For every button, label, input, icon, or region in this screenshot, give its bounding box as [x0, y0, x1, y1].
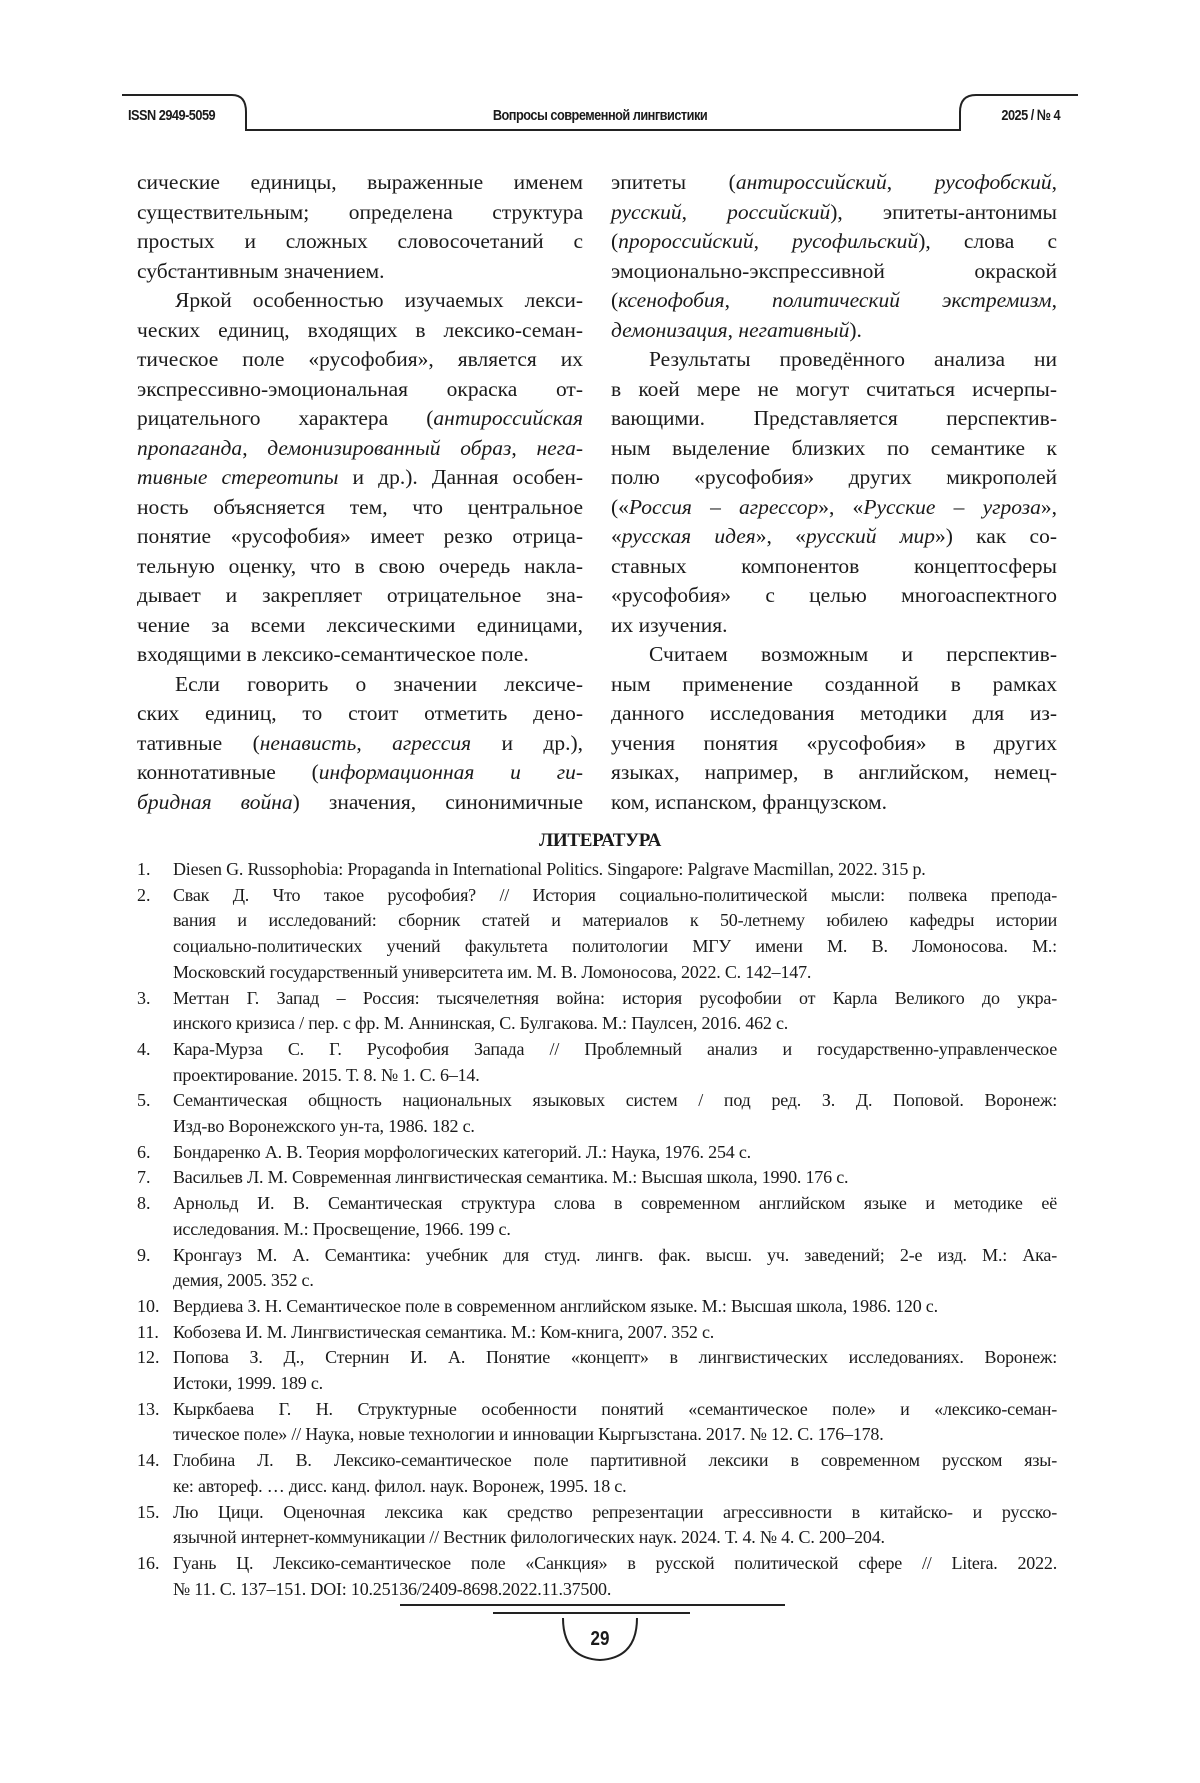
reference-number: 12. [137, 1345, 160, 1371]
text-line [137, 198, 583, 228]
text: в коей мере не могут считаться исчерпы- [611, 377, 1057, 401]
text-line [611, 493, 1057, 523]
italic-text: российский [727, 200, 830, 224]
reference-line: № 11. С. 137–151. DOI: 10.25136/2409-8698.2022.11.37500. [173, 1577, 1057, 1603]
text-line [137, 375, 583, 405]
text: «русофобия» с целью многоаспектного [611, 583, 1057, 607]
reference-number: 1. [137, 857, 151, 883]
text-line [611, 198, 1057, 228]
text-line [611, 611, 1057, 641]
text: понятие «русофобия» имеет резко отрица- [137, 524, 583, 548]
italic-text: русский [611, 200, 682, 224]
text-line [137, 758, 583, 788]
text: и др.), [471, 731, 583, 755]
text-line [137, 699, 583, 729]
italic-text: бридная война [137, 790, 293, 814]
reference-line: проектирование. 2015. Т. 8. № 1. С. 6–14. [173, 1063, 1057, 1089]
reference-line: Арнольд И. В. Семантическая структура слова в современном английском языке и методике её [173, 1191, 1057, 1217]
text-line [611, 434, 1057, 464]
italic-text: тивные стереотипы [137, 465, 338, 489]
reference-line: язычной интернет-коммуникации // Вестник филологических наук. 2024. Т. 4. № 4. С. 200–204. [173, 1525, 1057, 1551]
italic-text: русский мир [806, 524, 935, 548]
reference-number: 3. [137, 986, 151, 1012]
text-line [611, 788, 1057, 818]
text: учения понятия «русофобия» в других [611, 731, 1057, 755]
italic-text: русофобский [935, 170, 1052, 194]
reference-line: вания и исследований: сборник статей и материалов к 50-летнему юбилею кафедры истории [173, 908, 1057, 934]
text-line [611, 168, 1057, 198]
text-line [137, 493, 583, 523]
text: ( [611, 229, 618, 253]
text-line [611, 227, 1057, 257]
text: эмоционально-экспрессивной окраской [611, 259, 1057, 283]
italic-text: негативный [738, 318, 849, 342]
text: ным выделение близких по семантике к [611, 436, 1057, 460]
text: ставных компонентов концептосферы [611, 554, 1057, 578]
reference-line: тическое поле» // Наука, новые технологии и инновации Кыргызстана. 2017. № 12. С. 176–178. [173, 1422, 1057, 1448]
text: Считаем возможным и перспектив- [649, 642, 1057, 666]
text: входящими в лексико-семантическое поле. [137, 642, 529, 666]
italic-text: нега- [537, 436, 584, 460]
text-line [611, 581, 1057, 611]
text: коннотативные ( [137, 760, 319, 784]
text: , [887, 170, 935, 194]
text-line [137, 345, 583, 375]
text-line [611, 640, 1057, 670]
text: ком, испанском, французском. [611, 790, 887, 814]
text-line [137, 286, 583, 316]
text-line [137, 788, 583, 818]
text: ). [849, 318, 862, 342]
text-line [137, 581, 583, 611]
reference-number: 9. [137, 1243, 151, 1269]
reference-line: Кара-Мурза С. Г. Русофобия Запада // Проблемный анализ и государственно-управленческое [173, 1037, 1057, 1063]
text: , [242, 436, 267, 460]
text-line [611, 758, 1057, 788]
text: ») как со- [935, 524, 1057, 548]
text-line [611, 522, 1057, 552]
text: , [725, 288, 772, 312]
text: субстантивным значением. [137, 259, 384, 283]
references-list [137, 857, 1057, 1602]
text-line [137, 404, 583, 434]
text-line [137, 611, 583, 641]
text-line [137, 522, 583, 552]
text: полю «русофобия» других микрополей [611, 465, 1057, 489]
italic-text: демонизированный образ [267, 436, 511, 460]
text-line [137, 316, 583, 346]
reference-line: социально-политических учений факультета политологии МГУ имени М. В. Ломоносова. М.: [173, 934, 1057, 960]
italic-text: агрессия [392, 731, 471, 755]
text-line [137, 729, 583, 759]
reference-line: Московский государственный университета им. М. В. Ломоносова, 2022. С. 142–147. [173, 960, 1057, 986]
text: и др.). Данная особен- [338, 465, 583, 489]
text-line [137, 434, 583, 464]
reference-line: Кобозева И. М. Лингвистическая семантика. М.: Ком-книга, 2007. 352 с. [173, 1320, 1057, 1346]
text-line [611, 316, 1057, 346]
italic-text: политический экстремизм [772, 288, 1052, 312]
text: чение за всеми лексическими единицами, [137, 613, 583, 637]
text-line [611, 257, 1057, 287]
reference-item [137, 1320, 1057, 1346]
italic-text: информационная и ги- [319, 760, 583, 784]
text-line [611, 670, 1057, 700]
reference-line: Кыркбаева Г. Н. Структурные особенности понятий «семантическое поле» и «лексико-семан- [173, 1397, 1057, 1423]
text-line [137, 552, 583, 582]
reference-item [137, 1448, 1057, 1499]
italic-text: антироссийский [736, 170, 887, 194]
text: тативные ( [137, 731, 260, 755]
italic-text: ненависть [260, 731, 357, 755]
reference-number: 16. [137, 1551, 160, 1577]
reference-number: 15. [137, 1500, 160, 1526]
italic-text: русофильский [792, 229, 918, 253]
reference-number: 13. [137, 1397, 160, 1423]
reference-line: Свак Д. Что такое русофобия? // История социально-политической мысли: полвека препода- [173, 883, 1057, 909]
text: их изучения. [611, 613, 728, 637]
text: языках, например, в английском, немец- [611, 760, 1057, 784]
reference-item [137, 1345, 1057, 1396]
text: », « [756, 524, 806, 548]
text: ным применение созданной в рамках [611, 672, 1057, 696]
reference-line: Diesen G. Russophobia: Propaganda in International Politics. Singapore: Palgrave Macmillan, 2022. 315 p. [173, 857, 1057, 883]
text: , [1052, 170, 1057, 194]
text-line [611, 345, 1057, 375]
italic-text: Русские – угроза [863, 495, 1041, 519]
reference-item [137, 1140, 1057, 1166]
reference-number: 11. [137, 1320, 159, 1346]
text: Яркой особенностью изучаемых лекси- [175, 288, 583, 312]
text: ность объясняется тем, что центральное [137, 495, 583, 519]
text: тическое поле «русофобия», является их [137, 347, 583, 371]
reference-line: Бондаренко А. В. Теория морфологических категорий. Л.: Наука, 1976. 254 с. [173, 1140, 1057, 1166]
italic-text: Россия – агрессор [629, 495, 818, 519]
text: », [1041, 495, 1057, 519]
text: , [754, 229, 793, 253]
reference-line: демия, 2005. 352 с. [173, 1268, 1057, 1294]
journal-title: Вопросы современной лингвистики [90, 107, 1110, 124]
reference-number: 10. [137, 1294, 160, 1320]
text: данного исследования методики для из- [611, 701, 1057, 725]
reference-item [137, 986, 1057, 1037]
reference-line: Семантическая общность национальных языковых систем / под ред. З. Д. Поповой. Воронеж: [173, 1088, 1057, 1114]
reference-number: 8. [137, 1191, 151, 1217]
text: , [356, 731, 392, 755]
reference-item [137, 1165, 1057, 1191]
italic-text: ксенофобия [618, 288, 724, 312]
text-line [137, 463, 583, 493]
text: (« [611, 495, 629, 519]
text: ) значения, синонимичные [293, 790, 583, 814]
reference-item [137, 1088, 1057, 1139]
text-line [137, 670, 583, 700]
text-line [137, 640, 583, 670]
reference-line: Попова З. Д., Стернин И. А. Понятие «концепт» в лингвистических исследованиях. Воронеж: [173, 1345, 1057, 1371]
references-heading: ЛИТЕРАТУРА [0, 830, 1200, 852]
text: ческих единиц, входящих в лексико-семан- [137, 318, 583, 342]
text-line [611, 404, 1057, 434]
text-line [611, 552, 1057, 582]
text: дывает и закрепляет отрицательное зна- [137, 583, 583, 607]
text: , [682, 200, 727, 224]
reference-item [137, 1397, 1057, 1448]
text: экспрессивно-эмоциональная окраска от- [137, 377, 583, 401]
reference-number: 14. [137, 1448, 160, 1474]
text: , [728, 318, 739, 342]
reference-line: Гуань Ц. Лексико-семантическое поле «Санкция» в русской политической сфере // Litera. 2022. [173, 1551, 1057, 1577]
reference-line: Вердиева З. Н. Семантическое поле в современном английском языке. М.: Высшая школа, 1986. 120 с. [173, 1294, 1057, 1320]
text-column-right [611, 168, 1057, 817]
reference-item [137, 883, 1057, 986]
text: ских единиц, то стоит отметить дено- [137, 701, 583, 725]
reference-line: ке: автореф. … дисс. канд. филол. наук. Воронеж, 1995. 18 с. [173, 1474, 1057, 1500]
text: тельную оценку, что в свою очередь накла- [137, 554, 583, 578]
text-line [611, 463, 1057, 493]
reference-number: 7. [137, 1165, 151, 1191]
reference-item [137, 857, 1057, 883]
reference-item [137, 1294, 1057, 1320]
reference-item [137, 1500, 1057, 1551]
reference-number: 4. [137, 1037, 151, 1063]
italic-text: антироссийская [433, 406, 583, 430]
text: ), эпитеты-антонимы [830, 200, 1057, 224]
text-line [137, 257, 583, 287]
reference-number: 2. [137, 883, 151, 909]
text-line [137, 227, 583, 257]
italic-text: пророссийский [618, 229, 753, 253]
reference-line: Васильев Л. М. Современная лингвистическая семантика. М.: Высшая школа, 1990. 176 с. [173, 1165, 1057, 1191]
italic-text: пропаганда [137, 436, 242, 460]
text: эпитеты ( [611, 170, 736, 194]
text: , [511, 436, 536, 460]
text-line [137, 168, 583, 198]
text-column-left [137, 168, 583, 817]
reference-number: 5. [137, 1088, 151, 1114]
reference-number: 6. [137, 1140, 151, 1166]
page-number: 29 [90, 1628, 1110, 1651]
text: существительным; определена структура [137, 200, 583, 224]
reference-line: Кронгауз М. А. Семантика: учебник для студ. лингв. фак. высш. уч. заведений; 2-е изд. М.: Ака- [173, 1243, 1057, 1269]
text: ), слова с [918, 229, 1057, 253]
text: вающими. Представляется перспектив- [611, 406, 1057, 430]
text: рицательного характера ( [137, 406, 433, 430]
reference-line: Истоки, 1999. 189 с. [173, 1371, 1057, 1397]
reference-line: Лю Цици. Оценочная лексика как средство репрезентации агрессивности в китайско- и русско- [173, 1500, 1057, 1526]
issue-number: 2025 / № 4 [1001, 107, 1060, 124]
text-line [611, 699, 1057, 729]
text: , [1052, 288, 1057, 312]
reference-line: Изд-во Воронежского ун-та, 1986. 182 с. [173, 1114, 1057, 1140]
text: », « [818, 495, 863, 519]
reference-line: инского кризиса / пер. с фр. М. Аннинская, С. Булгакова. М.: Паулсен, 2016. 462 с. [173, 1011, 1057, 1037]
reference-line: исследования. М.: Просвещение, 1966. 199 с. [173, 1217, 1057, 1243]
text: « [611, 524, 622, 548]
reference-item [137, 1037, 1057, 1088]
italic-text: русская идея [622, 524, 756, 548]
reference-item [137, 1243, 1057, 1294]
text-line [611, 729, 1057, 759]
text: ( [611, 288, 618, 312]
text-line [611, 375, 1057, 405]
text: Результаты проведённого анализа ни [649, 347, 1057, 371]
text: простых и сложных словосочетаний с [137, 229, 583, 253]
text: Если говорить о значении лексиче- [175, 672, 583, 696]
text-line [611, 286, 1057, 316]
reference-item [137, 1191, 1057, 1242]
reference-line: Меттан Г. Запад – Россия: тысячелетняя война: история русофобии от Карла Великого до укра- [173, 986, 1057, 1012]
issn: ISSN 2949-5059 [128, 107, 215, 124]
italic-text: демонизация [611, 318, 728, 342]
reference-line: Глобина Л. В. Лексико-семантическое поле партитивной лексики в современном русском язы- [173, 1448, 1057, 1474]
text: сические единицы, выраженные именем [137, 170, 583, 194]
